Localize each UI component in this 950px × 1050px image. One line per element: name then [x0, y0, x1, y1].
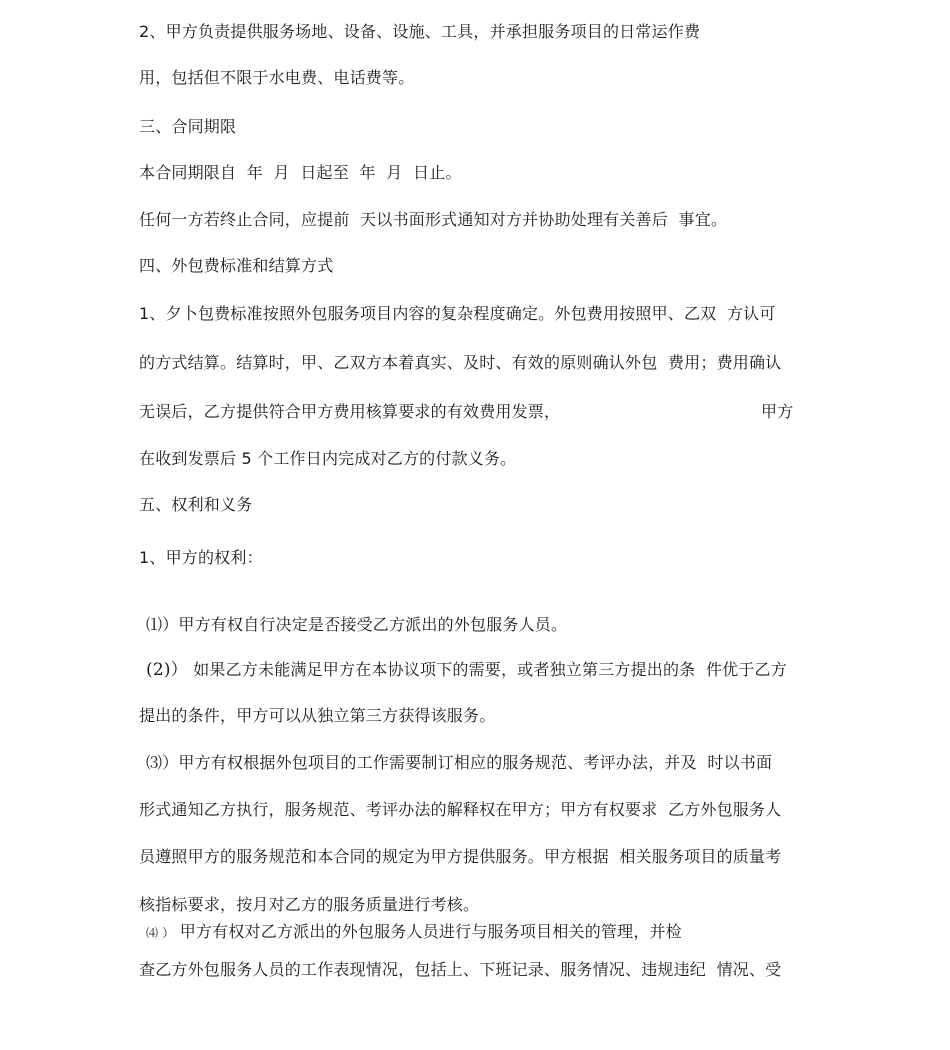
fee-clause-line-4: 在收到发票后 5 个工作日内完成对乙方的付款义务。: [139, 449, 517, 468]
right-item-3-line-2: 形式通知乙方执行，服务规范、考评办法的解释权在甲方；甲方有权要求 乙方外包服务人: [139, 800, 782, 819]
item-marker: ⑴）: [146, 615, 179, 634]
right-item-2: (2)） 如果乙方未能满足甲方在本协议项下的需要，或者独立第三方提出的条 件优于乙方: [146, 660, 787, 680]
item-marker: (2)）: [146, 660, 188, 680]
right-item-3: ⑶）甲方有权根据外包项目的工作需要制订相应的服务规范、考评办法，并及 时以书面: [146, 753, 773, 772]
fee-clause-line-2: 的方式结算。结算时，甲、乙双方本着真实、及时、有效的原则确认外包 费用；费用确认: [139, 353, 782, 372]
item-marker: ⑷ ）: [146, 926, 175, 940]
section-heading-contract-term: 三、合同期限: [139, 117, 237, 136]
right-item-4: ⑷ ） 甲方有权对乙方派出的外包服务人员进行与服务项目相关的管理，并检: [146, 922, 682, 941]
section-heading-fees: 四、外包费标准和结算方式: [139, 256, 334, 275]
clause-2-provision-line-2: 用，包括但不限于水电费、电话费等。: [139, 68, 415, 87]
clause-2-provision-line-1: 2、甲方负责提供服务场地、设备、设施、工具，并承担服务项目的日常运作费: [139, 22, 701, 41]
right-item-1: ⑴）甲方有权自行决定是否接受乙方派出的外包服务人员。: [146, 615, 568, 634]
contract-term-dates: 本合同期限自 年 月 日起至 年 月 日止。: [139, 163, 462, 182]
party-a-rights-heading: 1、甲方的权利：: [139, 548, 263, 567]
right-item-4-continued: 查乙方外包服务人员的工作表现情况，包括上、下班记录、服务情况、违规违纪 情况、受: [139, 960, 782, 979]
right-item-3-line-3: 员遵照甲方的服务规范和本合同的规定为甲方提供服务。甲方根据 相关服务项目的质量考: [139, 847, 782, 866]
fee-clause-line-3: 无误后，乙方提供符合甲方费用核算要求的有效费用发票，: [139, 402, 561, 421]
right-item-2-continued: 提出的条件，甲方可以从独立第三方获得该服务。: [139, 706, 496, 725]
right-item-3-line-4: 核指标要求，按月对乙方的服务质量进行考核。: [139, 895, 480, 914]
fee-clause-party-a: 甲方: [761, 402, 794, 421]
fee-clause-line-1: 1、夕卜包费标准按照外包服务项目内容的复杂程度确定。外包费用按照甲、乙双 方认可: [139, 304, 776, 323]
termination-notice: 任何一方若终止合同，应提前 天以书面形式通知对方并协助处理有关善后 事宜。: [139, 210, 728, 229]
section-heading-rights: 五、权利和义务: [139, 495, 253, 514]
item-marker: ⑶）: [146, 753, 179, 772]
